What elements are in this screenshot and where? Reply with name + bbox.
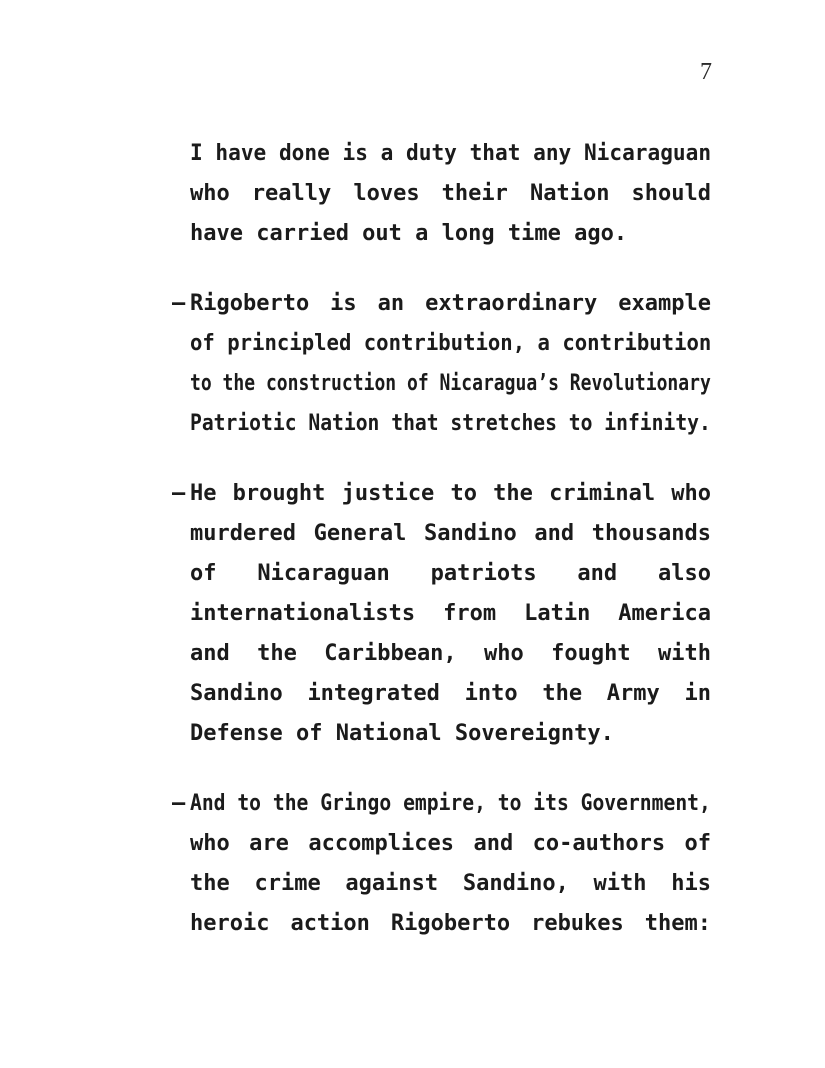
text-line: He brought justice to the criminal who [190,481,711,506]
paragraph-text [190,284,711,444]
text-line: of principled contribution, a contribution [190,331,712,356]
paragraph [172,784,711,944]
paragraph-text [190,474,711,754]
text-line: to the construction of Nicaragua’s Revolutionary [190,371,711,396]
paragraph [172,134,711,254]
text-line: internationalists from Latin America [190,601,711,626]
bullet-dash: – [172,291,186,316]
text-line: who really loves their Nation should [190,181,711,206]
bullet-dash: – [172,481,186,506]
paragraph [172,284,711,444]
paragraph-text [190,134,711,254]
text-line: Patriotic Nation that stretches to infinity. [190,411,711,436]
text-line: murdered General Sandino and thousands [190,521,711,546]
text-line: heroic action Rigoberto rebukes them: [190,911,711,936]
page-body [172,134,711,944]
text-line: I have done is a duty that any Nicaraguan [190,141,712,166]
text-line: Defense of National Sovereignty. [190,721,614,746]
paragraph [172,474,711,754]
text-line: the crime against Sandino, with his [190,871,711,896]
text-line: And to the Gringo empire, to its Government, [190,791,711,816]
paragraph-text [190,784,711,944]
text-line: of Nicaraguan patriots and also [190,561,711,586]
text-line: Sandino integrated into the Army in [190,681,711,706]
page-number: 7 [700,59,712,85]
text-line: who are accomplices and co-authors of [190,831,711,856]
text-line: have carried out a long time ago. [190,221,628,246]
text-line: and the Caribbean, who fought with [190,641,711,666]
text-line: Rigoberto is an extraordinary example [190,291,711,316]
bullet-dash: – [172,791,186,816]
